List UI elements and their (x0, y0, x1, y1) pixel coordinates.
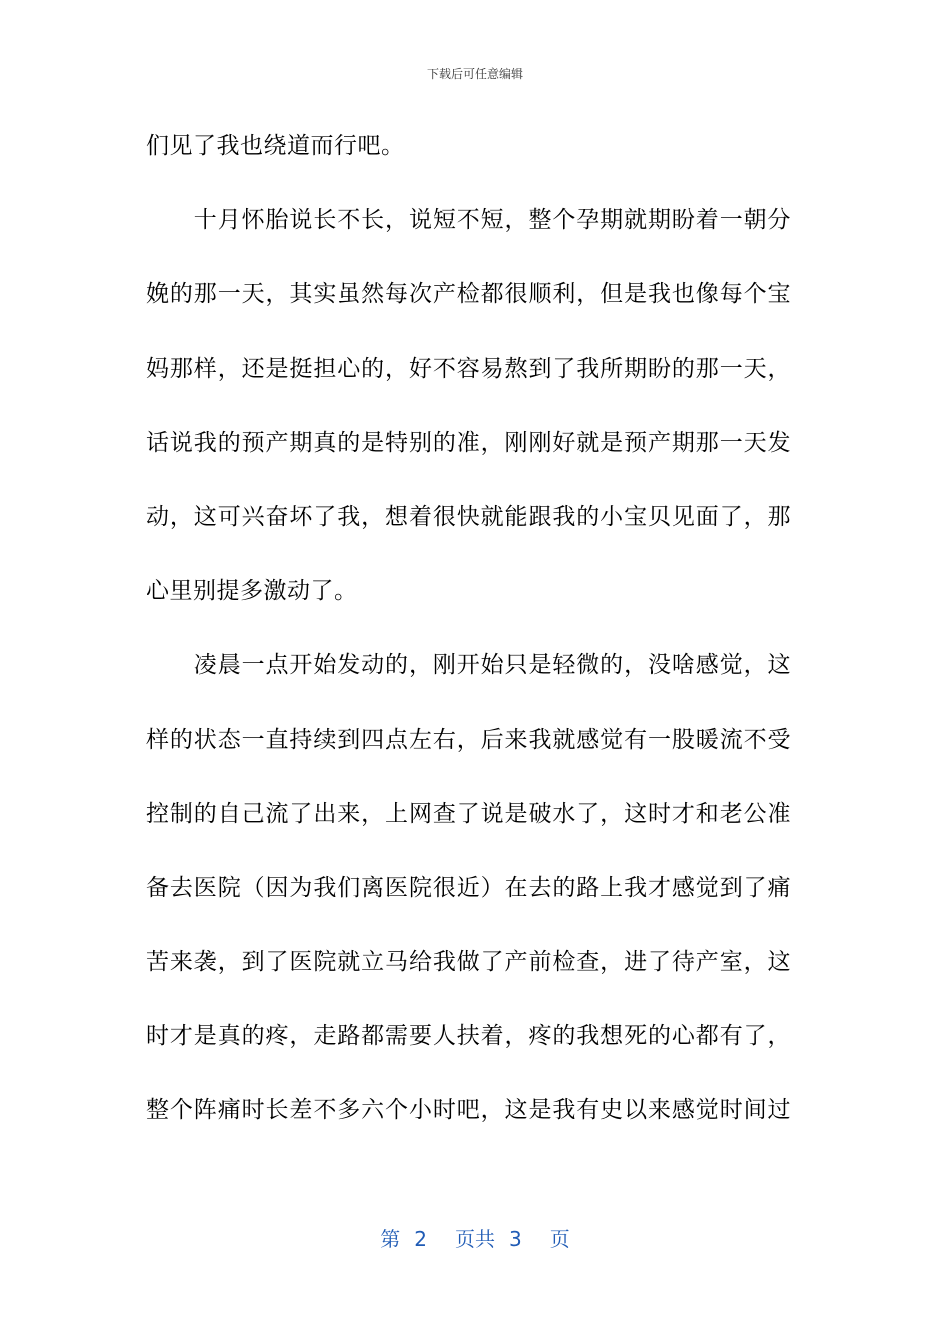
text-line-1: 们见了我也绕道而行吧。 (146, 133, 405, 159)
text-line-13: 时才是真的疼，走路都需要人扶着，疼的我想死的心都有了， (146, 1023, 791, 1050)
header-note: 下载后可任意编辑 (426, 67, 523, 81)
body-text (146, 122, 791, 1161)
footer-prefix: 第 (380, 1227, 401, 1251)
text-line-10: 控制的自己流了出来，上网查了说是破水了，这时才和老公准 (146, 800, 791, 827)
text-line-11: 备去医院（因为我们离医院很近）在去的路上我才感觉到了痛 (146, 874, 791, 901)
footer-current-page: 2 (414, 1227, 427, 1251)
text-line-2: 十月怀胎说长不长，说短不短，整个孕期就期盼着一朝分 (146, 207, 791, 234)
text-line-9: 样的状态一直持续到四点左右，后来我就感觉有一股暖流不受 (146, 726, 791, 753)
text-line-7: 心里别提多激动了。 (146, 578, 358, 605)
text-line-4: 妈那样，还是挺担心的，好不容易熬到了我所期盼的那一天， (146, 355, 791, 382)
text-line-8: 凌晨一点开始发动的，刚开始只是轻微的，没啥感觉，这 (146, 652, 791, 679)
text-line-12: 苦来袭，到了医院就立马给我做了产前检查，进了待产室，这 (146, 949, 791, 976)
text-line-14: 整个阵痛时长差不多六个小时吧，这是我有史以来感觉时间过 (146, 1097, 791, 1124)
page-footer (0, 1224, 950, 1254)
text-line-3: 娩的那一天，其实虽然每次产检都很顺利，但是我也像每个宝 (146, 281, 791, 308)
text-line-6: 动，这可兴奋坏了我，想着很快就能跟我的小宝贝见面了，那 (146, 503, 791, 530)
footer-suffix: 页 (549, 1227, 570, 1251)
footer-total-pages: 3 (509, 1227, 522, 1251)
footer-middle: 页共 (455, 1227, 495, 1251)
text-line-5: 话说我的预产期真的是特别的准，刚刚好就是预产期那一天发 (146, 429, 791, 456)
